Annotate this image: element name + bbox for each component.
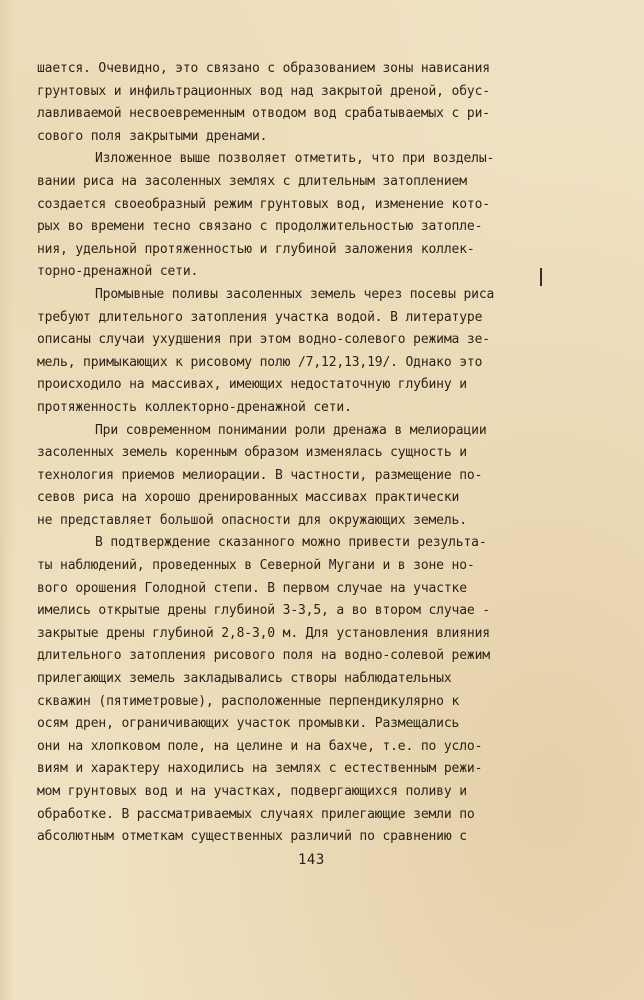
text-line: севов риса на хорошо дренированных массивах практически [37, 490, 460, 506]
text-line: прилегающих земель закладывались створы наблюдательных [37, 671, 452, 687]
text-line: создается своеобразный режим грунтовых вод, изменение кото- [37, 196, 490, 212]
text-line: грунтовых и инфильтрационных вод над закрытой дреной, обус- [37, 83, 490, 99]
margin-mark [540, 268, 542, 286]
text-line: мель, примыкающих к рисовому полю /7,12,13,19/. Однако это [37, 354, 483, 370]
text-line: закрытые дрены глубиной 2,8-3,0 м. Для установления влияния [37, 625, 490, 641]
text-line: шается. Очевидно, это связано с образованием зоны нависания [37, 61, 490, 76]
text-line: рых во времени тесно связано с продолжительностью затопле- [37, 219, 483, 235]
page-number: 143 [298, 852, 325, 868]
text-line: Изложенное выше позволяет отметить, что при возделы- [95, 151, 495, 167]
text-line: происходило на массивах, имеющих недостаточную глубину и [37, 377, 467, 393]
text-line: они на хлопковом поле, на целине и на бахче, т.е. по усло- [37, 738, 483, 754]
text-line: технология приемов мелиорации. В частности, размещение по- [37, 467, 483, 483]
text-line: засоленных земель коренным образом изменялась сущность и [37, 445, 467, 461]
text-line: торно-дренажной сети. [37, 264, 199, 280]
text-line: обработке. В рассматриваемых случаях прилегающие земли по [37, 806, 475, 822]
text-line: скважин (пятиметровые), расположенные перпендикулярно к [37, 693, 460, 709]
body-text [37, 58, 557, 849]
text-line: осям дрен, ограничивающих участок промывки. Размещались [37, 716, 460, 732]
text-line: При современном понимании роли дренажа в мелиорации [95, 422, 487, 438]
text-line: сового поля закрытыми дренами. [37, 128, 268, 144]
text-line: абсолютным отметкам существенных различий по сравнению с [37, 829, 467, 845]
text-line: лавливаемой несвоевременным отводом вод срабатываемых с ри- [37, 106, 490, 122]
text-line: имелись открытые дрены глубиной 3-3,5, а во втором случае - [37, 603, 490, 619]
text-line: Промывные поливы засоленных земель через посевы риса [95, 286, 495, 302]
text-line: вого орошения Голодной степи. В первом случае на участке [37, 580, 467, 596]
text-line: не представляет большой опасности для окружающих земель. [37, 512, 467, 528]
text-line: ты наблюдений, проведенных в Северной Мугани и в зоне но- [37, 558, 475, 574]
text-line: описаны случаи ухудшения при этом водно-солевого режима зе- [37, 332, 490, 348]
text-line: мом грунтовых вод и на участках, подвергающихся поливу и [37, 784, 467, 799]
text-line: вании риса на засоленных землях с длительным затоплением [37, 173, 467, 189]
text-line: виям и характеру находились на землях с естественным режи- [37, 761, 483, 777]
text-line: длительного затопления рисового поля на водно-солевой режим [37, 648, 490, 664]
text-line: В подтверждение сказанного можно привести результа- [95, 535, 487, 551]
text-line: требуют длительного затопления участка водой. В литературе [37, 309, 483, 325]
text-line: протяженность коллекторно-дренажной сети. [37, 399, 352, 415]
text-line: ния, удельной протяженностью и глубиной заложения коллек- [37, 241, 475, 257]
